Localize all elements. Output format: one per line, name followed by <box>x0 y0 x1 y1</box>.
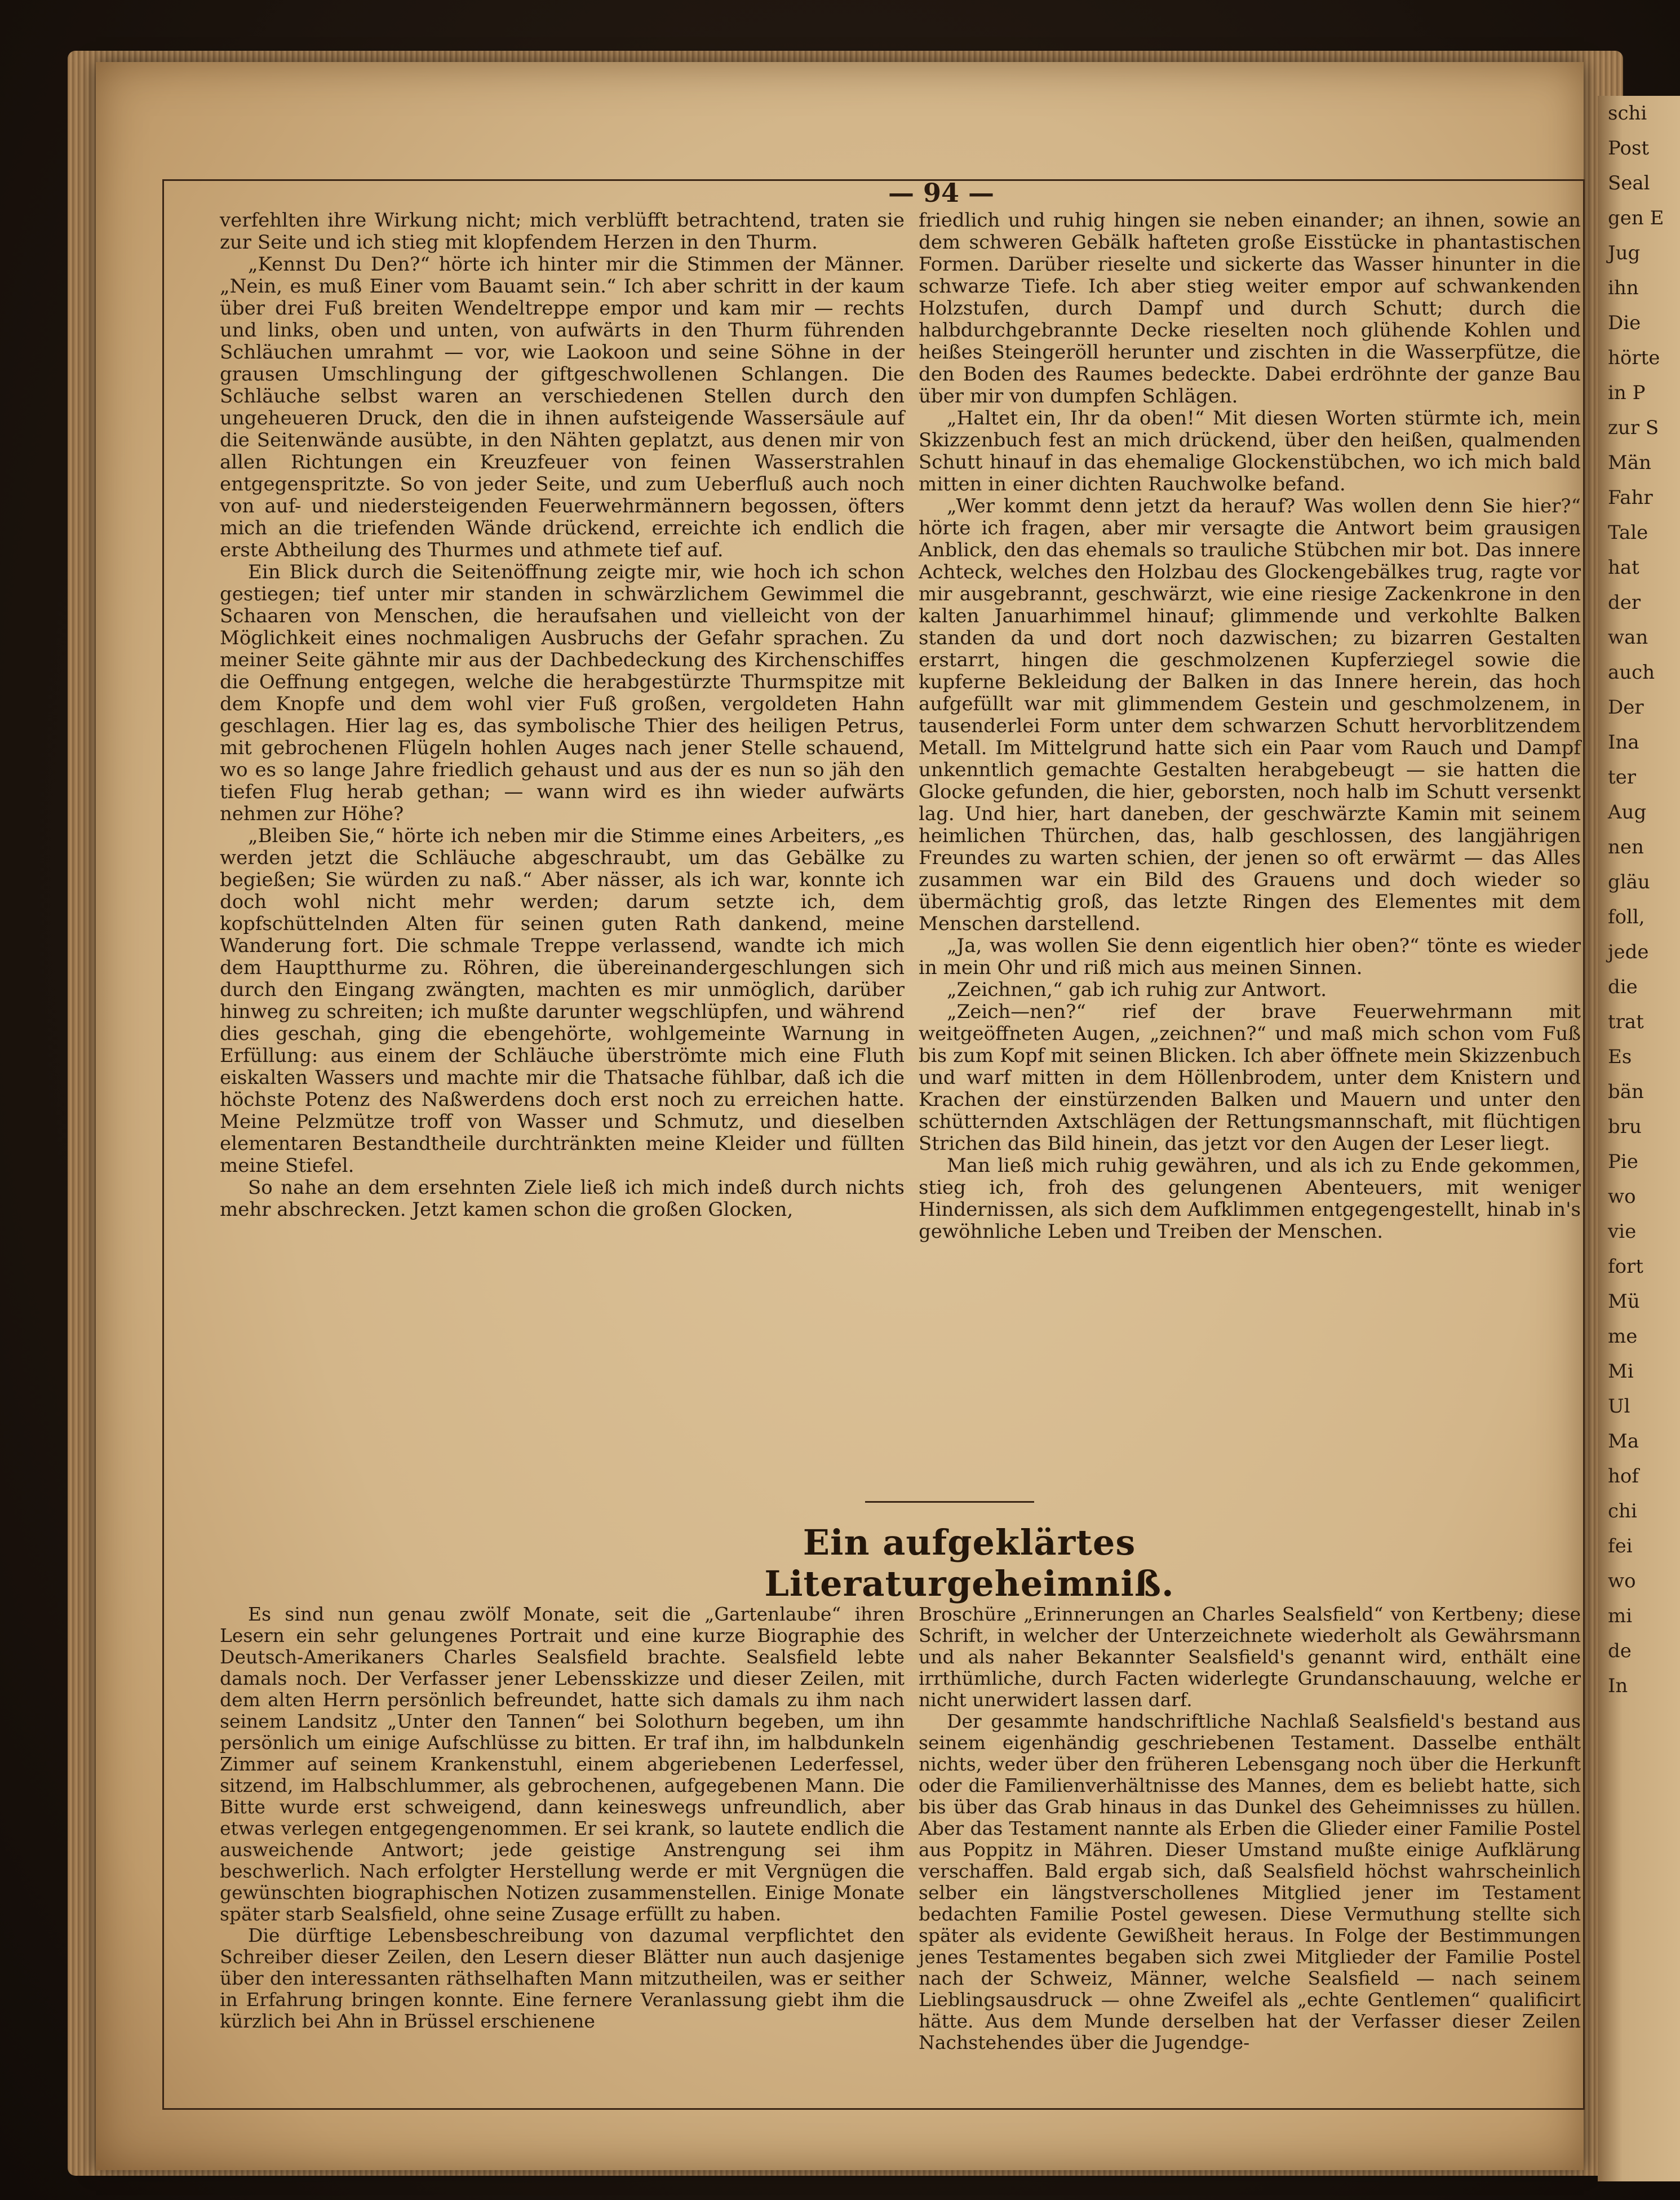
column-upper-left <box>220 210 905 1221</box>
paragraph: Es sind nun genau zwölf Monate, seit die „Gartenlaube“ ihren Lesern ein sehr gelungenes Portrait und eine kurze Biographie des Deutsch-Amerikaners Charles Sealsfield brachte. Sealsfield lebte damals noch. Der Verfasser jener Lebensskizze und dieser Zeilen, mit dem alten Herrn persönlich befreundet, hatte sich damals zu ihm nach seinem Landsitz „Unter den Tannen“ bei Solothurn begeben, um ihn persönlich um einige Aufschlüsse zu bitten. Er traf ihn, im halbdunkeln Zimmer auf seinem Krankenstuhl, einem abgeriebenen Lederfessel, sitzend, im Halbschlummer, als gebrochenen, aufgegebenen Mann. Die Bitte wurde erst schweigend, dann keineswegs unfreundlich, aber etwas verlegen entgegengenommen. Er sei krank, so lautete endlich die ausweichende Antwort; jede geistige Anstrengung sei ihm beschwerlich. Nach erfolgter Herstellung werde er mit Vergnügen die gewünschten biographischen Notizen zusammenstellen. Einige Monate später starb Sealsfield, ohne seine Zusage erfüllt zu haben. <box>220 1603 905 1925</box>
next-page-fragment: hof <box>1608 1465 1639 1488</box>
next-page-fragment: Fahr <box>1608 486 1653 509</box>
paragraph: „Zeich—nen?“ rief der brave Feuerwehrmann mit weitgeöffneten Augen, „zeichnen?“ und maß mich schon vom Fuß bis zum Kopf mit seinen Blicken. Ich aber öffnete mein Skizzenbuch und warf mitten in dem Höllenbrodem, unter dem Knistern und Krachen der einstürzenden Balken und Mauern und unter den schütternden Axtschlägen der Rettungsmannschaft, mit flüchtigen Strichen das Bild hinein, das jetzt vor den Augen der Leser liegt. <box>919 1001 1581 1155</box>
paragraph: Ein Blick durch die Seitenöffnung zeigte mir, wie hoch ich schon gestiegen; tief unter mir standen in schwärzlichem Gewimmel die Schaaren von Menschen, die heraufsahen und vielleicht von der Möglichkeit eines nochmaligen Ausbruchs der Gefahr sprachen. Zu meiner Seite gähnte mir aus der Dachbedeckung des Kirchenschiffes die Oeffnung entgegen, welche die herabgestürzte Thurmspitze mit dem Knopfe und dem wohl vier Fuß großen, vergoldeten Hahn geschlagen. Hier lag es, das symbolische Thier des heiligen Petrus, mit gebrochenen Flügeln hohlen Auges nach jener Stelle schauend, wo es so lange Jahre friedlich gehaust und aus der es nun so jäh den tiefen Flug herab gethan; — wann wird es ihn wieder aufwärts nehmen zur Höhe? <box>220 561 905 825</box>
next-page-fragment: ter <box>1608 766 1637 789</box>
book-page <box>96 62 1584 2170</box>
paragraph: „Haltet ein, Ihr da oben!“ Mit diesen Worten stürmte ich, mein Skizzenbuch fest an mich drückend, über den heißen, qualmenden Schutt hinauf in das ehemalige Glockenstübchen, wo ich mich bald mitten in einer dichten Rauchwolke befand. <box>919 407 1581 495</box>
next-page-fragment: Aug <box>1608 801 1647 824</box>
next-page-fragment: die <box>1608 976 1638 998</box>
paragraph: Der gesammte handschriftliche Nachlaß Sealsfield's bestand aus seinem eigenhändig geschriebenen Testament. Dasselbe enthält nichts, weder über den früheren Lebensgang noch über die Herkunft oder die Familienverhältnisse des Mannes, dem es beliebt hatte, sich bis über das Grab hinaus in das Dunkel des Geheimnisses zu hüllen. Aber das Testament nannte als Erben die Glieder einer Familie Postel aus Poppitz in Mähren. Dieser Umstand mußte einige Aufklärung verschaffen. Bald ergab sich, daß Sealsfield höchst wahrscheinlich selber ein längstverschollenes Mitglied jener im Testament bedachten Familie Postel gewesen. Diese Vermuthung stellte sich später als evidente Gewißheit heraus. In Folge der Bestimmungen jenes Testamentes begaben sich zwei Mitglieder der Familie Postel nach der Schweiz, Männer, welche Sealsfield — nach seinem Lieblingsausdruck — ohne Zweifel als „echte Gentlemen“ qualificirt hätte. Aus dem Munde derselben hat der Verfasser dieser Zeilen Nachstehendes über die Jugendge- <box>919 1710 1581 2053</box>
next-page-fragment: In <box>1608 1675 1628 1697</box>
next-page-fragment: Pie <box>1608 1150 1638 1173</box>
next-page-fragment: Ina <box>1608 731 1639 754</box>
next-page-fragment: Seal <box>1608 172 1650 194</box>
next-page-fragment: bru <box>1608 1116 1642 1138</box>
next-page-fragment: gen E <box>1608 207 1664 229</box>
next-page-fragment: bän <box>1608 1081 1644 1103</box>
page-number: — 94 — <box>888 178 995 208</box>
next-page-fragment: mi <box>1608 1605 1633 1627</box>
paragraph: „Wer kommt denn jetzt da herauf? Was wollen denn Sie hier?“ hörte ich fragen, aber mir versagte die Antwort beim grausigen Anblick, den das ehemals so trauliche Stübchen mir bot. Das innere Achteck, welches den Holzbau des Glockengebälkes trug, ragte vor mir ausgebrannt, geschwärzt, wie eine riesige Zackenkrone in den kalten Januarhimmel hinauf; glimmende und verkohlte Balken standen da und dort noch dazwischen; zu bizarren Gestalten erstarrt, hingen die geschmolzenen Kupferziegel sowie die kupferne Bekleidung der Balken in das Innere herein, das hoch aufgefüllt war mit glimmendem Gestein und geschmolzenem, in tausenderlei Form unter dem schwarzen Schutt hervorblitzendem Metall. Im Mittelgrund hatte sich ein Paar vom Rauch und Dampf unkenntlich gemachte Gestalten herabgebeugt — sie hatten die Glocke gefunden, die hier, geborsten, noch halb im Schutt versenkt lag. Und hier, hart daneben, der geschwärzte Kamin mit seinem heimlichen Thürchen, das, halb geschlossen, des langjährigen Freundes zu warten schien, der jenen so oft erwärmt — das Alles zusammen war ein Bild des Grauens und doch wieder so übermächtig groß, das letzte Ringen des Elementes mit dem Menschen darstellend. <box>919 495 1581 935</box>
next-page-fragment: wo <box>1608 1185 1636 1208</box>
paragraph: friedlich und ruhig hingen sie neben einander; an ihnen, sowie an dem schweren Gebälk hafteten große Eisstücke in phantastischen Formen. Darüber rieselte und sickerte das Wasser hinunter in die schwarze Tiefe. Ich aber stieg weiter empor auf schwankenden Holzstufen, durch Dampf und durch Schutt; durch die halbdurchgebrannte Decke rieselten noch glühende Kohlen und heißes Steingeröll herunter und zischten in die Wasserpfütze, die den Boden des Raumes bedeckte. Dabei erdröhnte der ganze Bau über mir von dumpfen Schlägen. <box>919 209 1581 408</box>
column-upper-right <box>919 210 1581 1243</box>
next-page-fragment: me <box>1608 1325 1638 1348</box>
next-page-fragment: gläu <box>1608 871 1650 893</box>
next-page-fragment: Ul <box>1608 1395 1630 1418</box>
column-lower-right <box>919 1604 1581 2053</box>
next-page-fragment: hat <box>1608 556 1639 579</box>
next-page-fragment: trat <box>1608 1011 1644 1033</box>
next-page-fragment: Män <box>1608 451 1651 474</box>
next-page-fragment: Der <box>1608 696 1644 719</box>
next-page-fragment: zur S <box>1608 417 1659 439</box>
next-page-fragment: fort <box>1608 1255 1643 1278</box>
column-lower-left <box>220 1604 905 2032</box>
paragraph: „Bleiben Sie,“ hörte ich neben mir die Stimme eines Arbeiters, „es werden jetzt die Schläuche abgeschraubt, um das Gebälke zu begießen; Sie würden zu naß.“ Aber nässer, als ich war, konnte ich doch wohl nicht mehr werden; darum setzte ich, dem kopfschüttelnden Alten für seinen guten Rath dankend, meine Wanderung fort. Die schmale Treppe verlassend, wandte ich mich dem Hauptthurme zu. Röhren, die übereinandergeschlungen sich durch den Eingang zwängten, machten es mir unmöglich, darüber hinweg zu schreiten; ich mußte darunter wegschlüpfen, und während dies geschah, ging die ebengehörte, wohlgemeinte Warnung in Erfüllung: aus einem der Schläuche überströmte mich eine Fluth eiskalten Wassers und machte mir die Thatsache fühlbar, daß ich die höchste Potenz des Naßwerdens doch erst noch zu erreichen hatte. Meine Pelzmütze troff von Wasser und Schmutz, und dieselben elementaren Bestandtheile durchtränkten meine Kleider und füllten meine Stiefel. <box>220 825 905 1177</box>
next-page-fragment: hörte <box>1608 347 1660 369</box>
next-page-fragment: Jug <box>1608 242 1641 264</box>
next-page-fragment: Ma <box>1608 1430 1639 1453</box>
paragraph: verfehlten ihre Wirkung nicht; mich verblüfft betrachtend, traten sie zur Seite und ich stieg mit klopfendem Herzen in den Thurm. <box>220 209 905 254</box>
article-title: Ein aufgeklärtes Literaturgeheimniß. <box>764 1522 1174 1604</box>
next-page-fragment: foll, <box>1608 906 1645 928</box>
next-page-fragment: Die <box>1608 312 1641 334</box>
next-page-fragment: in P <box>1608 382 1646 404</box>
next-page-fragment: Mü <box>1608 1290 1640 1313</box>
next-page-edge <box>1598 96 1680 2181</box>
next-page-fragment: fei <box>1608 1535 1633 1557</box>
next-page-fragment: nen <box>1608 836 1644 858</box>
next-page-fragment: schi <box>1608 102 1647 125</box>
next-page-fragment: ihn <box>1608 277 1639 299</box>
next-page-fragment: chi <box>1608 1500 1637 1522</box>
next-page-fragment: vie <box>1608 1220 1637 1243</box>
next-page-fragment: der <box>1608 591 1641 614</box>
paragraph: „Ja, was wollen Sie denn eigentlich hier oben?“ tönte es wieder in mein Ohr und riß mich aus meinen Sinnen. <box>919 935 1581 979</box>
next-page-fragment: Es <box>1608 1046 1632 1068</box>
next-page-fragment: auch <box>1608 661 1655 684</box>
next-page-fragment: Tale <box>1608 521 1648 544</box>
paragraph: So nahe an dem ersehnten Ziele ließ ich mich indeß durch nichts mehr abschrecken. Jetzt kamen schon die großen Glocken, <box>220 1176 905 1221</box>
next-page-fragment: Mi <box>1608 1360 1634 1383</box>
paragraph: „Kennst Du Den?“ hörte ich hinter mir die Stimmen der Männer. „Nein, es muß Einer vom Bauamt sein.“ Ich aber schritt in der kaum über drei Fuß breiten Wendeltreppe empor und kam mir — rechts und links, oben und unten, von aufwärts in den Thurm führenden Schläuchen umrahmt — vor, wie Laokoon und seine Söhne in der grausen Umschlingung der giftgeschwollenen Schlangen. Die Schläuche selbst waren an verschiedenen Stellen durch den ungeheueren Druck, den die in ihnen aufsteigende Wassersäule auf die Seitenwände ausübte, in den Nähten geplatzt, aus denen mir von allen Richtungen ein Kreuzfeuer von feinen Wasserstrahlen entgegenspritzte. So von jeder Seite, und zum Ueberfluß auch noch von auf- und niedersteigenden Feuerwehrmännern begossen, öfters mich an die triefenden Wände drückend, erreichte ich endlich die erste Abtheilung des Thurmes und athmete tief auf. <box>220 253 905 561</box>
paragraph: Die dürftige Lebensbeschreibung von dazumal verpflichtet den Schreiber dieser Zeilen, den Lesern dieser Blätter nun auch dasjenige über den interessanten räthselhaften Mann mitzutheilen, was er seither in Erfahrung bringen konnte. Eine fernere Veranlassung giebt ihm die kürzlich bei Ahn in Brüssel erschienene <box>220 1924 905 2032</box>
next-page-fragment: de <box>1608 1640 1632 1662</box>
paragraph: Man ließ mich ruhig gewähren, und als ich zu Ende gekommen, stieg ich, froh des gelungenen Abenteuers, mit weniger Hindernissen, als sich dem Aufklimmen entgegengestellt, hinab in's gewöhnliche Leben und Treiben der Menschen. <box>919 1154 1581 1243</box>
next-page-fragment: wan <box>1608 626 1648 649</box>
next-page-fragment: wo <box>1608 1570 1636 1592</box>
next-page-fragment: jede <box>1608 941 1649 963</box>
paragraph: „Zeichnen,“ gab ich ruhig zur Antwort. <box>947 979 1327 1001</box>
section-divider <box>865 1501 1034 1503</box>
next-page-fragment: Post <box>1608 137 1650 160</box>
paragraph: Broschüre „Erinnerungen an Charles Sealsfield“ von Kertbeny; diese Schrift, in welcher der Unterzeichnete wiederholt als Gewährsmann und als naher Bekannter Sealsfield's genannt wird, enthält eine irrthümliche, durch Facten widerlegte Grundanschauung, welche er nicht unerwidert lassen darf. <box>919 1603 1581 1711</box>
